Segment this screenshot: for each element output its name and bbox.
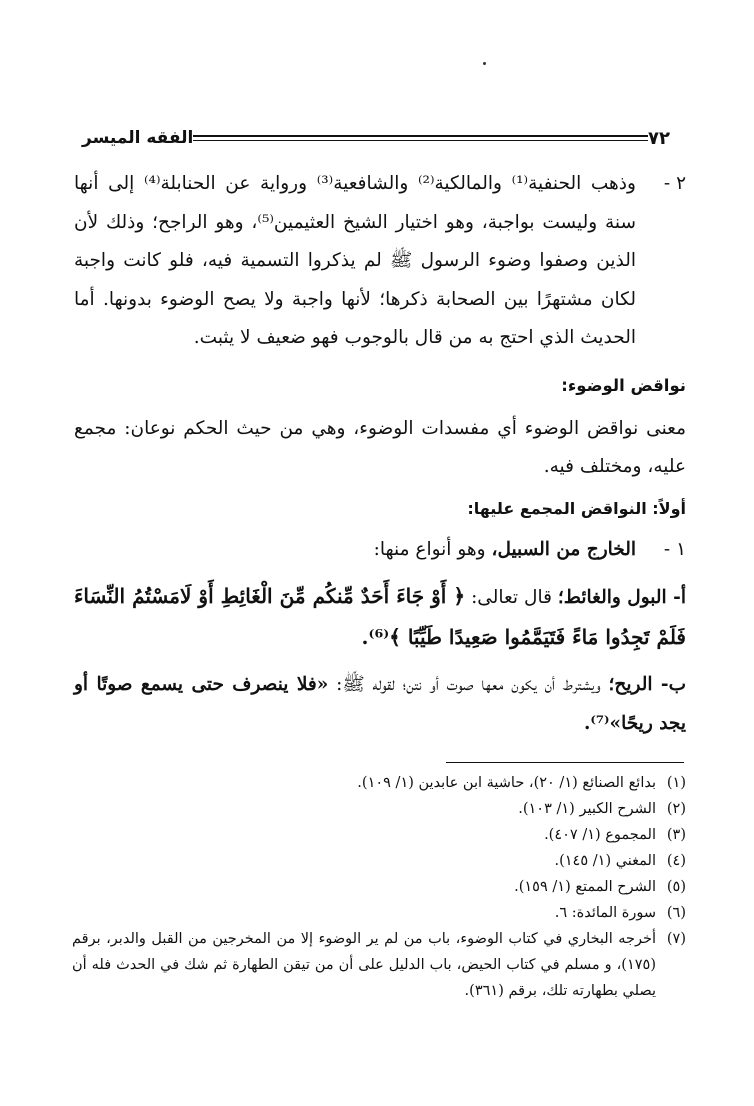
item-1-number: ١ -: [663, 538, 686, 560]
sub-item-a-label: أ- البول والغائط؛: [557, 587, 686, 608]
item-2-number: ٢ -: [663, 173, 686, 194]
footnote-1: [72, 770, 686, 796]
footnote-3: [72, 822, 686, 848]
footnote-number: (١): [666, 775, 686, 791]
footnote-text: الشرح الممتع (١/ ١٥٩).: [514, 879, 656, 895]
item-2-text: وذهب الحنفية⁽¹⁾ والمالكية⁽²⁾ والشافعية⁽³⁾ ورواية عن الحنابلة⁽⁴⁾ إلى أنها سنة وليست بواجبة، وهو اختيار الشيخ العثيمين⁽⁵⁾، وهو الراجح؛ وذلك لأن الذين وصفوا وضوء الرسول ﷺ لم يذكروا التسمية فيه، فلو كانت واجبة لكان مشتهرًا بين الصحابة ذكرها؛ لأنها واجبة ولا يصح الوضوء بدونها. أما الحديث الذي احتج به من قال بالوجوب فهو ضعيف لا يثبت.: [74, 173, 636, 348]
sub-item-b-text: ويشترط أن يكون معها صوت أو نتن؛ لقوله ﷺ:: [336, 674, 601, 695]
footnote-2: [72, 796, 686, 822]
footnote-5: [72, 874, 686, 900]
item-1: [74, 531, 686, 570]
section-heading: نواقض الوضوء:: [561, 375, 686, 395]
footnotes: [72, 770, 686, 1004]
item-2: [74, 165, 686, 358]
page-header: [70, 118, 680, 158]
footnote-text: المجموع (١/ ٤٠٧).: [544, 827, 656, 843]
footnote-number: (٣): [666, 827, 686, 843]
book-title: الفقه الميسر: [82, 128, 194, 148]
quran-verse: ﴿ أَوْ جَاءَ أَحَدٌ مِّنكُم مِّنَ الْغَائِطِ أَوْ لَامَسْتُمُ النِّسَاءَ فَلَمْ تَجِدُوا مَاءً فَتَيَمَّمُوا صَعِيدًا طَيِّبًا ﴾⁽⁶⁾.: [74, 584, 686, 649]
item-1-text: وهو أنواع منها:: [373, 538, 486, 560]
definition-paragraph: معنى نواقض الوضوء أي مفسدات الوضوء، وهي من حيث الحكم نوعان: مجمع عليه، ومختلف فيه.: [74, 417, 686, 477]
footnote-6: [72, 900, 686, 926]
footnote-number: (٤): [666, 853, 686, 869]
first-category-heading: أولاً: النواقض المجمع عليها:: [467, 498, 686, 518]
footnote-number: (٢): [666, 801, 686, 817]
sub-item-a: [74, 577, 686, 658]
footnote-4: [72, 848, 686, 874]
header-rule: [193, 134, 648, 143]
footnote-number: (٥): [666, 879, 686, 895]
footnote-text: الشرح الكبير (١/ ١٠٣).: [518, 801, 656, 817]
footnote-7: [72, 926, 686, 1004]
footnote-text: المغني (١/ ١٤٥).: [554, 853, 656, 869]
sub-item-a-intro: قال تعالى:: [471, 587, 552, 608]
footnote-number: (٧): [666, 931, 686, 947]
page-number: ٧٢: [648, 127, 670, 149]
sub-item-b-label: ب- الريح؛: [608, 674, 686, 695]
footnote-text: أخرجه البخاري في كتاب الوضوء، باب من لم ير الوضوء إلا من المخرجين من القبل والدبر، برقم (١٧٥)، و مسلم في كتاب الحيض، باب الدليل على أن من تيقن الطهارة ثم شك في الحدث فله أن يصلي بطهارته تلك، برقم (٣٦١).: [72, 931, 656, 999]
footnote-text: سورة المائدة: ٦.: [554, 905, 656, 921]
footnote-separator: [446, 762, 684, 763]
hadith-quote: «فلا ينصرف حتى يسمع صوتًا أو يجد ريحًا»⁽⁷⁾.: [74, 674, 686, 734]
item-1-label: الخارج من السبيل،: [491, 538, 636, 560]
item-1-content: [74, 531, 636, 570]
footnote-number: (٦): [666, 905, 686, 921]
main-text: [74, 165, 686, 743]
scan-speck: [483, 62, 486, 65]
footnote-text: بدائع الصنائع (١/ ٢٠)، حاشية ابن عابدين (١/ ١٠٩).: [357, 775, 656, 791]
sub-item-b: [74, 666, 686, 743]
